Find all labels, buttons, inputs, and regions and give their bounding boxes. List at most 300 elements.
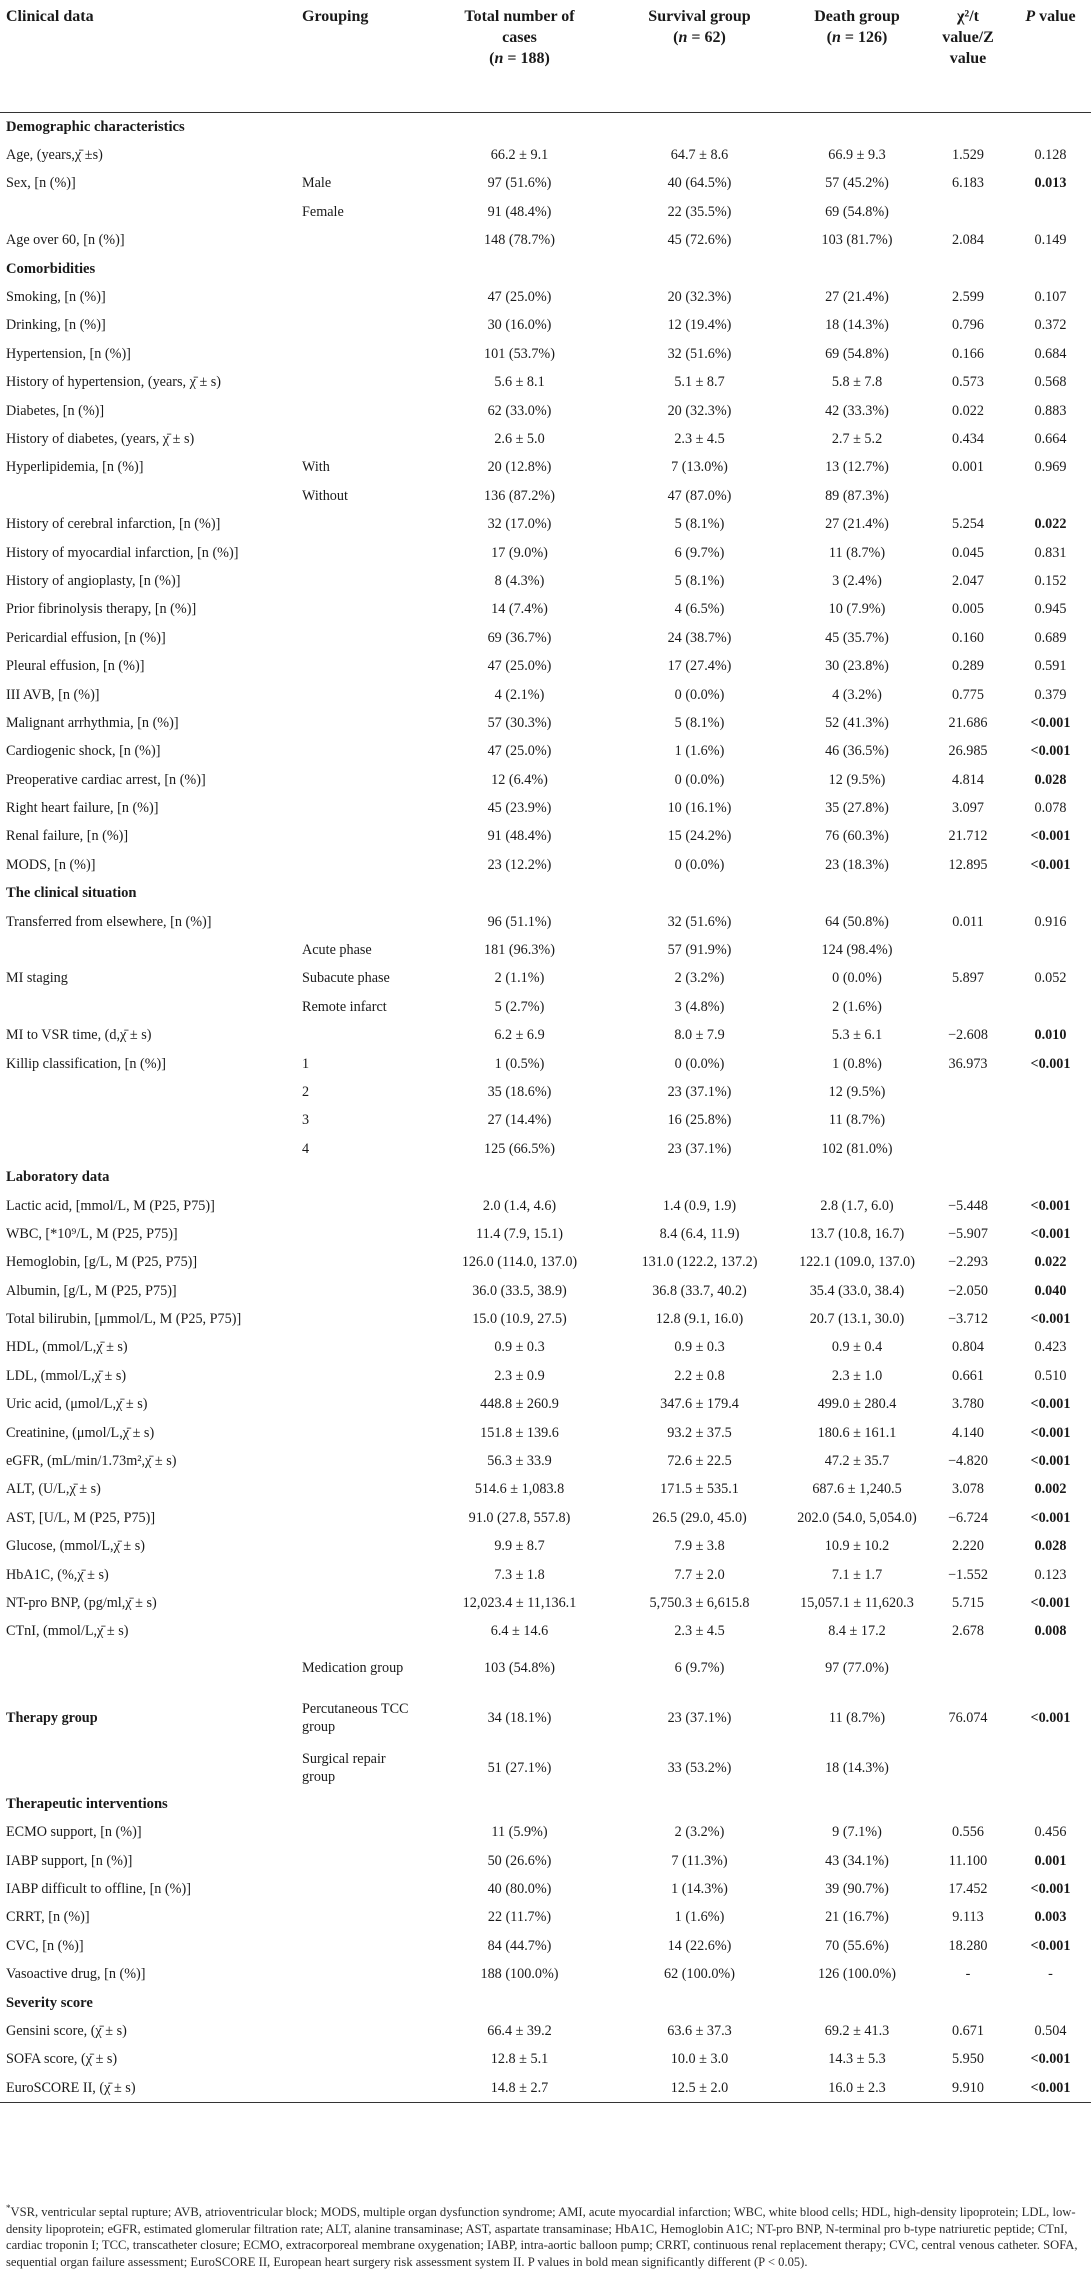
p-value-cell: 0.008 [1034, 1623, 1067, 1640]
statistic-cell: 0.775 [952, 686, 984, 703]
statistic-cell: 3.078 [952, 1481, 984, 1498]
survival-cell: 16 (25.8%) [667, 1112, 732, 1129]
survival-cell: 62 (100.0%) [664, 1966, 735, 1983]
survival-cell: 0 (0.0%) [674, 1055, 725, 1072]
table-row [0, 964, 1091, 992]
total-cases-cell: 11.4 (7.9, 15.1) [476, 1225, 563, 1242]
grouping-cell [296, 396, 426, 424]
total-cases-cell: 6.2 ± 6.9 [494, 1027, 545, 1044]
total-cases-cell: 12.8 ± 5.1 [490, 2051, 549, 2068]
section-header-row [0, 112, 1091, 141]
clinical-variable: IABP difficult to offline, [n (%)] [6, 1880, 191, 1897]
survival-cell: 7.9 ± 3.8 [674, 1538, 725, 1555]
header-p-letter: P [1025, 8, 1036, 25]
total-cases-cell: 91.0 (27.8, 557.8) [468, 1509, 571, 1526]
p-value-cell: 0.945 [1034, 601, 1067, 618]
grouping-cell [296, 2074, 426, 2103]
table-row [0, 907, 1091, 935]
total-cases-cell: 5 (2.7%) [494, 998, 545, 1015]
statistic-cell: −3.712 [948, 1311, 988, 1328]
section-header: Demographic characteristics [6, 118, 185, 135]
survival-cell: 32 (51.6%) [667, 913, 732, 930]
death-cell: 2.3 ± 1.0 [831, 1367, 883, 1384]
total-cases-cell: 40 (80.0%) [487, 1880, 552, 1897]
total-cases-cell: 4 (2.1%) [494, 686, 545, 703]
survival-cell: 63.6 ± 37.3 [667, 2022, 732, 2039]
clinical-variable: CTnI, (mmol/L,χ̄ ± s) [6, 1623, 129, 1640]
grouping-cell [296, 1333, 426, 1361]
death-cell: 46 (36.5%) [825, 743, 889, 760]
header-stat-line2: value/Z [942, 29, 994, 46]
survival-cell: 6 (9.7%) [674, 544, 725, 561]
death-cell: 39 (90.7%) [825, 1880, 889, 1897]
table-row [0, 226, 1091, 254]
statistic-cell: −6.724 [948, 1509, 988, 1526]
total-cases-cell: 6.4 ± 14.6 [490, 1623, 549, 1640]
table-row [0, 1532, 1091, 1560]
p-value-cell: <0.001 [1030, 1424, 1071, 1441]
death-cell: 18 (14.3%) [825, 317, 889, 334]
table-row [0, 453, 1091, 481]
survival-cell: 40 (64.5%) [667, 175, 732, 192]
statistic-cell: 3.780 [952, 1396, 984, 1413]
header-total-line2: cases [502, 29, 537, 46]
statistic-cell: 9.910 [926, 2074, 1008, 2103]
statistic-cell: −5.907 [948, 1225, 988, 1242]
table-row [0, 652, 1091, 680]
grouping-cell [296, 1021, 426, 1049]
clinical-variable: History of myocardial infarction, [n (%)] [6, 544, 239, 561]
total-cases-cell: 66.4 ± 39.2 [487, 2022, 552, 2039]
clinical-variable: Pleural effusion, [n (%)] [6, 658, 145, 675]
statistic-cell: 0.671 [952, 2022, 984, 2039]
statistic-cell: 0.661 [952, 1367, 984, 1384]
survival-cell: 10.0 ± 3.0 [670, 2051, 729, 2068]
death-cell: 21 (16.7%) [825, 1909, 889, 1926]
statistic-cell: 5.715 [952, 1595, 984, 1611]
grouping-cell [296, 737, 426, 765]
total-cases-cell: 45 (23.9%) [487, 800, 552, 817]
survival-cell: 1 (1.6%) [674, 1909, 725, 1926]
header-p-word: value [1035, 8, 1076, 25]
table-body [0, 112, 1091, 2102]
clinical-variable: Renal failure, [n (%)] [6, 828, 129, 845]
p-value-cell: <0.001 [1030, 714, 1071, 731]
statistic-cell: 0.011 [952, 913, 984, 930]
total-cases-cell: 136 (87.2%) [484, 487, 555, 504]
statistic-cell: 0.045 [952, 544, 984, 561]
p-value-cell: 0.684 [1034, 345, 1067, 362]
statistic-cell: 5.254 [952, 516, 984, 533]
survival-cell: 15 (24.2%) [667, 828, 732, 845]
death-cell: 10.9 ± 10.2 [824, 1538, 890, 1555]
death-cell: 5.3 ± 6.1 [831, 1027, 883, 1044]
table-row [0, 1135, 1091, 1163]
statistic-cell [926, 936, 1008, 964]
clinical-variable: NT-pro BNP, (pg/ml,χ̄ ± s) [6, 1595, 157, 1611]
survival-cell: 2.3 ± 4.5 [674, 430, 725, 447]
p-value-cell: <0.001 [1030, 1055, 1071, 1072]
clinical-variable: Diabetes, [n (%)] [6, 402, 105, 419]
clinical-variable: IABP support, [n (%)] [6, 1852, 133, 1869]
grouping-cell [296, 851, 426, 879]
table-row [0, 283, 1091, 311]
survival-cell: 12.5 ± 2.0 [611, 2074, 786, 2103]
p-value-cell [1008, 1135, 1091, 1163]
statistic-cell: 4.814 [952, 771, 984, 788]
total-cases-cell: 7.3 ± 1.8 [494, 1566, 545, 1583]
total-cases-cell: 66.2 ± 9.1 [490, 147, 549, 164]
total-cases-cell: 14 (7.4%) [491, 601, 548, 618]
clinical-variable: History of diabetes, (years, χ̄ ± s) [6, 430, 195, 447]
total-cases-cell: 23 (12.2%) [487, 856, 552, 873]
grouping-cell [296, 141, 426, 169]
clinical-variable: Age, (years,χ̄ ±s) [6, 147, 103, 164]
table-row [0, 538, 1091, 566]
p-value-cell: 0.689 [1034, 629, 1067, 646]
total-cases-cell: 17 (9.0%) [491, 544, 548, 561]
header-survival-group: Survival group (n = 62) [611, 0, 786, 112]
statistic-cell: 2.047 [952, 572, 984, 589]
statistic-cell: 0.160 [952, 629, 984, 646]
section-header: Comorbidities [6, 260, 96, 277]
total-cases-cell: 62 (33.0%) [487, 402, 552, 419]
grouping-cell: Percutaneous TCC group [302, 1700, 409, 1735]
grouping-cell [296, 2017, 426, 2045]
survival-cell: 26.5 (29.0, 45.0) [652, 1509, 747, 1526]
total-cases-cell: 27 (14.4%) [487, 1112, 552, 1129]
clinical-variable [0, 993, 296, 1021]
survival-cell: 8.0 ± 7.9 [674, 1027, 725, 1044]
p-value-cell: 0.052 [1034, 970, 1067, 987]
survival-cell: 171.5 ± 535.1 [660, 1481, 739, 1498]
grouping-cell [296, 1418, 426, 1446]
statistic-cell: −1.552 [948, 1566, 988, 1583]
survival-cell: 5.1 ± 8.7 [674, 374, 725, 391]
grouping-cell [296, 340, 426, 368]
header-row [0, 0, 1091, 112]
table-row [0, 794, 1091, 822]
table-row [0, 1846, 1091, 1874]
table-row [0, 1875, 1091, 1903]
grouping-cell [296, 1846, 426, 1874]
survival-cell: 45 (72.6%) [667, 232, 732, 249]
clinical-variable [0, 936, 296, 964]
statistic-cell: 6.183 [952, 175, 984, 192]
clinical-variable: Cardiogenic shock, [n (%)] [6, 743, 161, 760]
death-cell: 180.6 ± 161.1 [817, 1424, 897, 1441]
death-cell: 20.7 (13.1, 30.0) [809, 1311, 905, 1328]
survival-cell: 72.6 ± 22.5 [667, 1453, 732, 1470]
death-cell: 23 (18.3%) [825, 856, 889, 873]
total-cases-cell: 84 (44.7%) [487, 1937, 552, 1954]
clinical-variable [0, 1135, 296, 1163]
p-value-cell: 0.456 [1034, 1824, 1067, 1841]
survival-cell: 347.6 ± 179.4 [660, 1396, 739, 1413]
p-value-cell: <0.001 [1030, 1880, 1071, 1897]
grouping-cell [296, 2045, 426, 2073]
statistic-cell: 0.166 [952, 345, 984, 362]
p-value-cell: 0.969 [1034, 459, 1067, 476]
statistic-cell [926, 1746, 1008, 1790]
death-cell: 2.7 ± 5.2 [831, 430, 883, 447]
p-value-cell [1008, 936, 1091, 964]
table-row [0, 709, 1091, 737]
statistic-cell: 36.973 [948, 1055, 988, 1072]
total-cases-cell: 8 (4.3%) [494, 572, 545, 589]
p-value-cell: 0.504 [1034, 2022, 1067, 2039]
survival-cell: 2 (3.2%) [674, 1824, 725, 1841]
section-header: Laboratory data [6, 1169, 110, 1186]
table-row [0, 851, 1091, 879]
statistic-cell: −2.293 [948, 1254, 988, 1271]
p-value-cell: <0.001 [1030, 828, 1071, 845]
table-row [0, 1362, 1091, 1390]
section-header: Therapeutic interventions [6, 1795, 168, 1812]
section-header: The clinical situation [6, 885, 137, 902]
grouping-cell [296, 1248, 426, 1276]
grouping-cell [296, 425, 426, 453]
grouping-cell: Female [302, 203, 344, 220]
death-cell: 499.0 ± 280.4 [817, 1396, 897, 1413]
header-death-line1: Death group [814, 8, 900, 25]
death-cell: 89 (87.3%) [825, 487, 889, 504]
table-row [0, 425, 1091, 453]
clinical-variable: ECMO support, [n (%)] [6, 1824, 142, 1841]
survival-cell: 36.8 (33.7, 40.2) [652, 1282, 747, 1299]
header-statistic [926, 0, 1008, 112]
grouping-cell [296, 283, 426, 311]
table-footnote: *VSR, ventricular septal rupture; AVB, atrioventricular block; MODS, multiple organ dysfunction syndrome; AMI, acute myocardial infarction; WBC, white blood cells; HDL, high-density lipoprotein; LDL, low-density lipoprotein; eGFR, estimated glomerular filtration rate; ALT, alanine transaminase; AST, aspartate transaminase; HbA1C, Hemoglobin A1C; NT-pro BNP, N-terminal pro b-type natriuretic peptide; CTnI, cardiac troponin I; TCC, transcatheter closure; ECMO, extracorporeal membrane oxygenation; IABP, intra-aortic balloon pump; CRRT, continuous renal replacement therapy; CVC, central venous catheter. SOFA, sequential organ failure assessment; EuroSCORE II, European heart surgery risk assessment system II. P values in bold mean significantly different (P < 0.05). [6, 2203, 1078, 2269]
table-row [0, 1960, 1091, 1988]
grouping-cell [296, 595, 426, 623]
section-header-row [0, 1163, 1091, 1191]
statistic-cell: 1.529 [952, 147, 984, 164]
death-cell: 66.9 ± 9.3 [828, 147, 886, 164]
death-cell: 9 (7.1%) [832, 1824, 882, 1841]
statistic-cell: 21.712 [948, 828, 988, 845]
p-value-cell: 0.107 [1034, 289, 1067, 306]
statistic-cell: - [965, 1966, 971, 1983]
survival-cell: 17 (27.4%) [667, 658, 732, 675]
survival-cell: 33 (53.2%) [667, 1759, 732, 1776]
clinical-variable: Uric acid, (μmol/L,χ̄ ± s) [6, 1396, 148, 1413]
total-cases-cell: 69 (36.7%) [487, 629, 552, 646]
header-p-value [1008, 0, 1091, 112]
grouping-cell [296, 226, 426, 254]
table-row [0, 1021, 1091, 1049]
p-value-cell: 0.149 [1034, 232, 1067, 249]
table-row [0, 1191, 1091, 1219]
table-row [0, 567, 1091, 595]
survival-cell: 5,750.3 ± 6,615.8 [649, 1595, 750, 1611]
grouping-cell [296, 1960, 426, 1988]
death-cell: 11 (8.7%) [828, 544, 886, 561]
total-cases-cell: 15.0 (10.9, 27.5) [472, 1311, 567, 1328]
death-cell: 18 (14.3%) [825, 1759, 889, 1776]
p-value-cell: 0.123 [1034, 1566, 1067, 1583]
total-cases-cell: 103 (54.8%) [484, 1659, 555, 1676]
table-row [0, 1589, 1091, 1617]
clinical-variable: Hemoglobin, [g/L, M (P25, P75)] [6, 1254, 198, 1271]
death-cell: 124 (98.4%) [821, 942, 893, 959]
table-row [0, 1220, 1091, 1248]
grouping-cell: 3 [302, 1112, 310, 1129]
p-value-cell [1008, 198, 1091, 226]
total-cases-cell: 101 (53.7%) [484, 345, 555, 362]
table-row [0, 1106, 1091, 1134]
statistic-cell [926, 993, 1008, 1021]
clinical-variable: Preoperative cardiac arrest, [n (%)] [6, 771, 206, 788]
death-cell: 0 (0.0%) [832, 970, 882, 987]
grouping-cell: With [302, 459, 330, 476]
clinical-variable: Drinking, [n (%)] [6, 317, 106, 334]
total-cases-cell: 5.6 ± 8.1 [494, 374, 545, 391]
table-row [0, 1646, 1091, 1690]
table-row [0, 1690, 1091, 1746]
clinical-variable [0, 1078, 296, 1106]
table-row [0, 1333, 1091, 1361]
survival-cell: 1 (14.3%) [671, 1880, 728, 1897]
death-cell: 4 (3.2%) [832, 686, 882, 703]
statistic-cell: 18.280 [948, 1937, 988, 1954]
clinical-variable: AST, [U/L, M (P25, P75)] [6, 1509, 156, 1526]
death-cell: 42 (33.3%) [825, 402, 889, 419]
survival-cell: 0.9 ± 0.3 [674, 1339, 725, 1356]
total-cases-cell: 181 (96.3%) [484, 942, 555, 959]
survival-cell: 5 (8.1%) [674, 516, 725, 533]
grouping-cell [296, 1447, 426, 1475]
total-cases-cell: 20 (12.8%) [487, 459, 552, 476]
statistic-cell: 0.796 [952, 317, 984, 334]
clinical-variable: Smoking, [n (%)] [6, 289, 106, 306]
clinical-variable: ALT, (U/L,χ̄ ± s) [6, 1481, 101, 1498]
section-header-row [0, 1790, 1091, 1818]
death-cell: 97 (77.0%) [825, 1659, 889, 1676]
grouping-cell: Subacute phase [302, 970, 390, 987]
p-value-cell: 0.379 [1034, 686, 1067, 703]
table-row [0, 1903, 1091, 1931]
section-header-row [0, 1988, 1091, 2016]
death-cell: 10 (7.9%) [828, 601, 886, 618]
total-cases-cell: 9.9 ± 8.7 [494, 1538, 545, 1555]
survival-cell: 0 (0.0%) [674, 686, 725, 703]
table-row [0, 169, 1091, 197]
survival-cell: 32 (51.6%) [667, 345, 732, 362]
grouping-cell [296, 1390, 426, 1418]
statistic-cell: −2.608 [948, 1027, 988, 1044]
survival-cell: 23 (37.1%) [667, 1709, 732, 1726]
survival-cell: 22 (35.5%) [667, 203, 732, 220]
death-cell: 102 (81.0%) [821, 1140, 893, 1157]
table-row [0, 1818, 1091, 1846]
p-value-cell: 0.010 [1034, 1027, 1067, 1044]
clinical-variable: History of cerebral infarction, [n (%)] [6, 516, 221, 533]
death-cell: 13.7 (10.8, 16.7) [809, 1225, 905, 1242]
death-cell: 64 (50.8%) [825, 913, 889, 930]
p-value-cell: 0.568 [1034, 374, 1067, 391]
clinical-variable: Albumin, [g/L, M (P25, P75)] [6, 1282, 177, 1299]
total-cases-cell: 35 (18.6%) [487, 1083, 552, 1100]
death-cell: 27 (21.4%) [825, 289, 889, 306]
p-value-cell: <0.001 [1030, 2051, 1071, 2068]
survival-cell: 0 (0.0%) [674, 856, 725, 873]
survival-cell: 4 (6.5%) [674, 601, 725, 618]
header-total-line1: Total number of [464, 8, 575, 25]
grouping-cell [296, 765, 426, 793]
death-cell: 126 (100.0%) [817, 1966, 897, 1983]
table-row [0, 1049, 1091, 1077]
statistic-cell: −4.820 [948, 1453, 988, 1470]
p-value-cell: 0.028 [1034, 771, 1067, 788]
p-value-cell [1008, 482, 1091, 510]
survival-cell: 93.2 ± 37.5 [667, 1424, 732, 1441]
table-row [0, 368, 1091, 396]
table-row [0, 2017, 1091, 2045]
clinical-variable: MI to VSR time, (d,χ̄ ± s) [6, 1027, 152, 1044]
clinical-variable: LDL, (mmol/L,χ̄ ± s) [6, 1367, 127, 1384]
statistic-cell [926, 482, 1008, 510]
death-cell: 5.8 ± 7.8 [831, 374, 883, 391]
statistic-cell: 0.289 [952, 658, 984, 675]
grouping-cell [296, 1875, 426, 1903]
survival-cell: 24 (38.7%) [667, 629, 732, 646]
clinical-variable: HDL, (mmol/L,χ̄ ± s) [6, 1339, 128, 1356]
grouping-cell [296, 907, 426, 935]
total-cases-cell: 148 (78.7%) [484, 232, 555, 249]
total-cases-cell: 57 (30.3%) [487, 714, 552, 731]
p-value-cell: <0.001 [1030, 1937, 1071, 1954]
total-cases-cell: 0.9 ± 0.3 [494, 1339, 545, 1356]
table-row [0, 595, 1091, 623]
grouping-cell: Acute phase [302, 942, 372, 959]
clinical-variable: Sex, [n (%)] [6, 175, 76, 192]
table-row [0, 141, 1091, 169]
death-cell: 69 (54.8%) [825, 345, 889, 362]
section-header-row [0, 254, 1091, 282]
table-row [0, 1617, 1091, 1645]
death-cell: 69.2 ± 41.3 [824, 2022, 890, 2039]
p-value-cell [1008, 1746, 1091, 1790]
grouping-cell: 2 [302, 1083, 310, 1100]
survival-cell: 1 (1.6%) [674, 743, 725, 760]
grouping-cell [296, 538, 426, 566]
statistic-cell [926, 198, 1008, 226]
death-cell: 12 (9.5%) [828, 1083, 886, 1100]
clinical-variable: Therapy group [6, 1709, 98, 1726]
p-value-cell: - [1048, 1966, 1053, 1983]
p-value-cell [1008, 1646, 1091, 1690]
death-cell: 122.1 (109.0, 137.0) [799, 1254, 915, 1271]
death-cell: 69 (54.8%) [825, 203, 889, 220]
death-cell: 2 (1.6%) [832, 998, 882, 1015]
table-row [0, 822, 1091, 850]
death-cell: 30 (23.8%) [825, 658, 889, 675]
table-row [0, 1305, 1091, 1333]
p-value-cell: 0.003 [1034, 1909, 1067, 1926]
grouping-cell: 1 [302, 1055, 310, 1072]
table-row [0, 1277, 1091, 1305]
grouping-cell [296, 1818, 426, 1846]
clinical-variable: SOFA score, (χ̄ ± s) [6, 2051, 118, 2068]
p-value-cell: <0.001 [1030, 743, 1071, 760]
p-value-cell: 0.152 [1034, 572, 1067, 589]
total-cases-cell: 47 (25.0%) [487, 743, 552, 760]
survival-cell: 131.0 (122.2, 137.2) [641, 1254, 758, 1271]
table-row [0, 340, 1091, 368]
total-cases-cell: 188 (100.0%) [480, 1966, 559, 1983]
table-row [0, 1078, 1091, 1106]
